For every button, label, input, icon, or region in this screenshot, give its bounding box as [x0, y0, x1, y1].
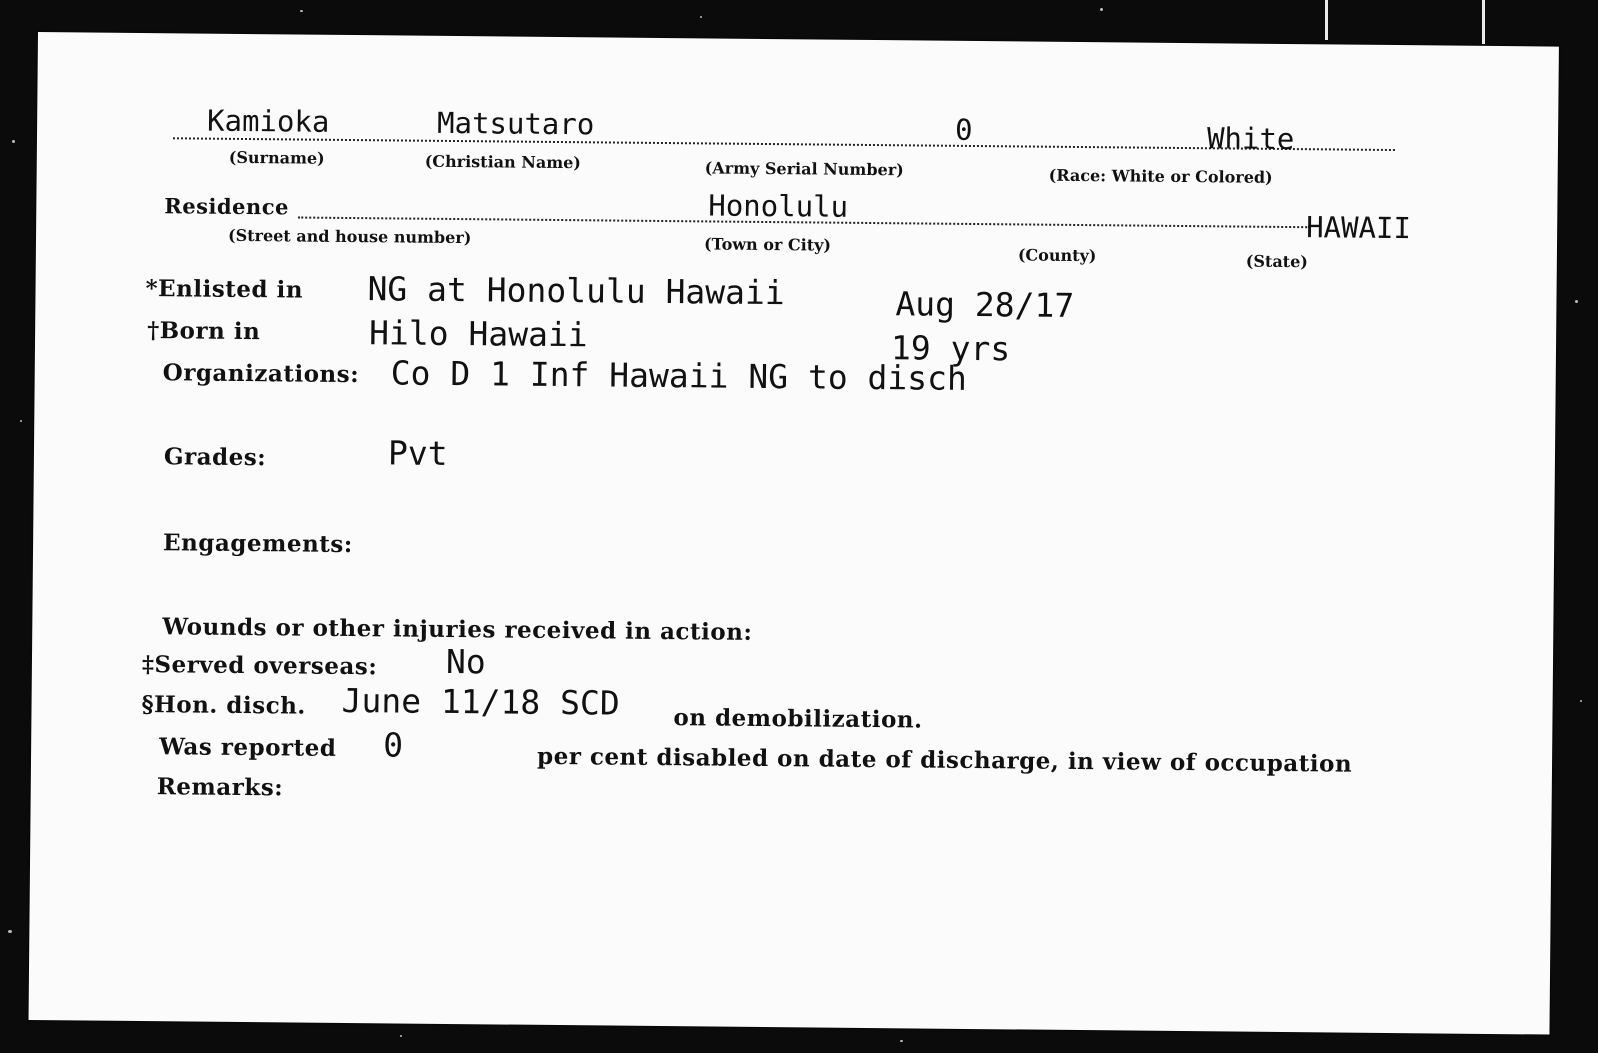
- surname-label: (Surname): [228, 147, 325, 168]
- christian-name-label: (Christian Name): [424, 151, 582, 173]
- town-value: Honolulu: [708, 188, 849, 224]
- state-label: (State): [1245, 251, 1308, 272]
- army-serial-number-value: 0: [954, 112, 973, 147]
- born-place-value: Hilo Hawaii: [368, 313, 588, 355]
- served-overseas-label: ‡Served overseas:: [141, 651, 378, 681]
- enlisted-date-value: Aug 28/17: [895, 284, 1075, 325]
- organizations-label: Organizations:: [162, 359, 360, 389]
- served-overseas-value: No: [445, 641, 486, 682]
- demobilization-text: on demobilization.: [673, 704, 923, 734]
- disabled-percent-value: 0: [382, 725, 404, 765]
- town-label: (Town or City): [703, 234, 832, 255]
- scan-streak: [1482, 0, 1485, 44]
- race-label: (Race: White or Colored): [1048, 165, 1273, 187]
- surname-value: Kamioka: [206, 103, 330, 139]
- was-reported-label: Was reported: [159, 733, 337, 762]
- born-label: †Born in: [147, 317, 261, 346]
- hon-disch-value: June 11/18 SCD: [341, 680, 620, 723]
- state-value: HAWAII: [1306, 210, 1412, 246]
- grades-label: Grades:: [163, 443, 267, 472]
- service-record-card: [29, 32, 1559, 1035]
- county-label: (County): [1017, 245, 1097, 266]
- scan-streak: [1325, 0, 1328, 40]
- engagements-label: Engagements:: [162, 529, 353, 559]
- remarks-label: Remarks:: [156, 773, 284, 802]
- age-value: 19 yrs: [890, 328, 1011, 369]
- army-serial-number-label: (Army Serial Number): [704, 158, 904, 180]
- disabled-statement-text: per cent disabled on date of discharge, in view of occupation: [536, 742, 1353, 778]
- race-value: White: [1206, 121, 1295, 157]
- christian-name-value: Matsutaro: [436, 105, 595, 142]
- street-label: (Street and house number): [227, 225, 472, 248]
- grades-value: Pvt: [387, 433, 448, 473]
- wounds-label: Wounds or other injuries received in action:: [162, 613, 753, 646]
- organizations-value: Co D 1 Inf Hawaii NG to disch: [390, 353, 968, 398]
- enlisted-label: *Enlisted in: [145, 275, 304, 304]
- enlisted-place-value: NG at Honolulu Hawaii: [367, 269, 785, 313]
- residence-label: Residence: [164, 193, 290, 220]
- hon-disch-label: §Hon. disch.: [141, 691, 307, 720]
